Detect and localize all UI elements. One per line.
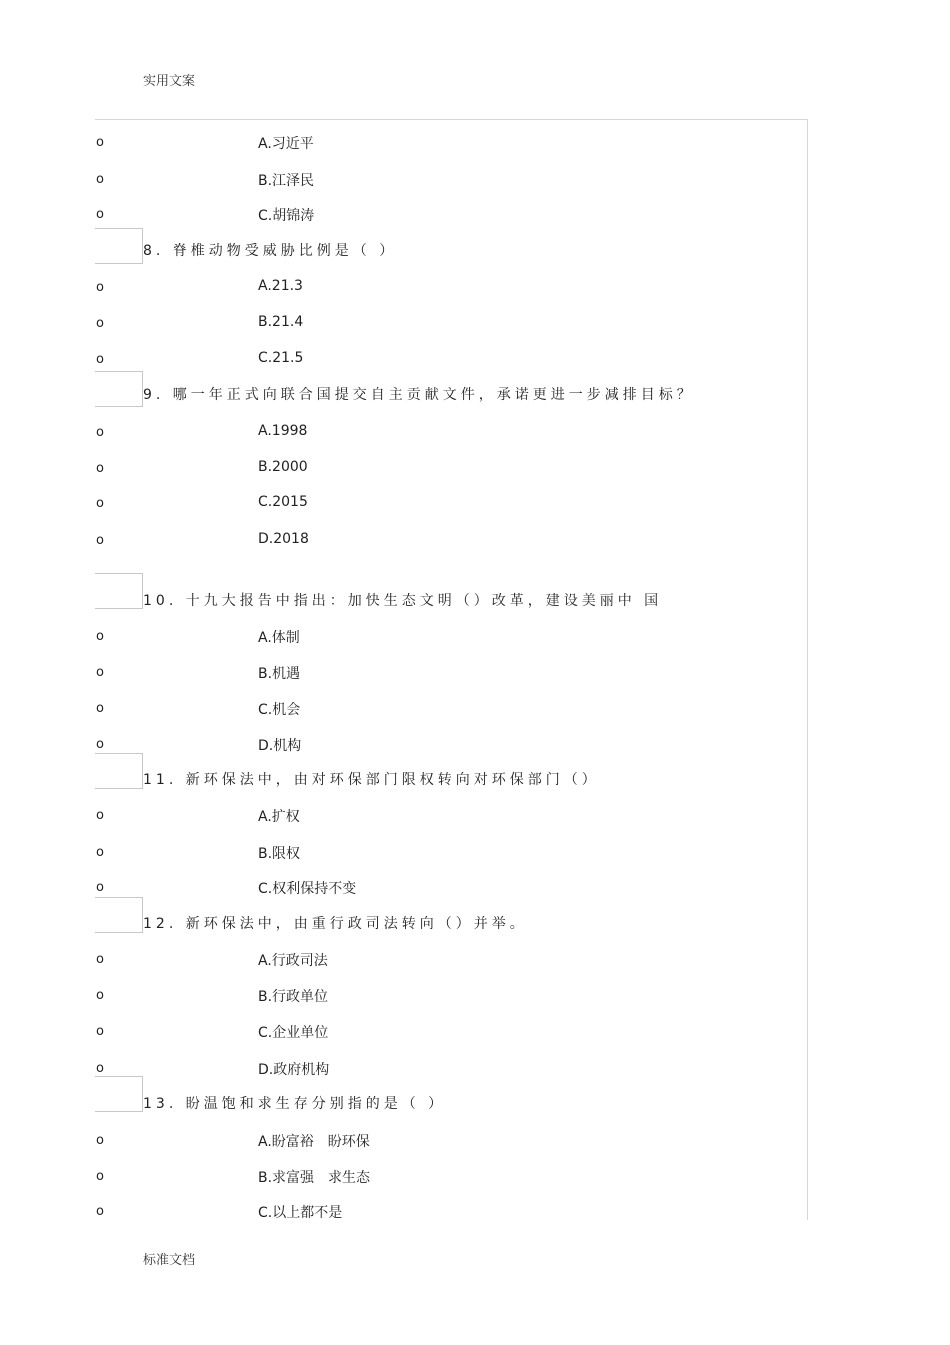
option-label: C.21.5 xyxy=(258,350,304,366)
radio-bullet: o xyxy=(96,316,104,331)
radio-bullet: o xyxy=(96,461,104,476)
radio-bullet: o xyxy=(96,1024,104,1039)
q11-option-b[interactable] xyxy=(0,843,800,863)
option-label: C.2015 xyxy=(258,494,308,510)
option-label: A.体制 xyxy=(258,630,300,646)
answer-box xyxy=(95,573,143,609)
option-label: B.行政单位 xyxy=(258,989,329,1005)
radio-bullet: o xyxy=(96,701,104,716)
option-label: A.21.3 xyxy=(258,278,303,294)
radio-bullet: o xyxy=(96,172,104,187)
option-label: A.习近平 xyxy=(258,136,314,152)
answer-box xyxy=(95,1076,143,1112)
q12-option-a[interactable] xyxy=(0,950,800,970)
radio-bullet: o xyxy=(96,1133,104,1148)
question-12: 12. 新环保法中，由重行政司法转向（）并举。 xyxy=(143,916,528,932)
q10-option-d[interactable] xyxy=(0,735,800,755)
q10-option-a[interactable] xyxy=(0,627,800,647)
radio-bullet: o xyxy=(96,135,104,150)
q8-option-b[interactable] xyxy=(0,314,800,334)
radio-bullet: o xyxy=(96,207,104,222)
option-label: B.机遇 xyxy=(258,666,301,682)
option-label: C.权利保持不变 xyxy=(258,881,357,897)
answer-box xyxy=(95,753,143,789)
radio-bullet: o xyxy=(96,1169,104,1184)
q7-option-b[interactable] xyxy=(0,170,800,190)
answer-box xyxy=(95,228,143,264)
q9-option-a[interactable] xyxy=(0,423,800,443)
radio-bullet: o xyxy=(96,845,104,860)
q8-option-a[interactable] xyxy=(0,278,800,298)
page-footer: 标准文档 xyxy=(143,1253,196,1268)
q12-option-c[interactable] xyxy=(0,1022,800,1042)
question-13: 13. 盼温饱和求生存分别指的是（ ） xyxy=(143,1096,447,1112)
option-label: D.政府机构 xyxy=(258,1062,330,1078)
answer-box xyxy=(95,897,143,933)
radio-bullet: o xyxy=(96,880,104,895)
q7-option-c[interactable] xyxy=(0,205,800,225)
q10-option-b[interactable] xyxy=(0,663,800,683)
option-label: B.2000 xyxy=(258,459,308,475)
option-label: C.以上都不是 xyxy=(258,1205,343,1221)
option-label: A.行政司法 xyxy=(258,953,328,969)
q12-option-b[interactable] xyxy=(0,986,800,1006)
radio-bullet: o xyxy=(96,533,104,548)
radio-bullet: o xyxy=(96,280,104,295)
q11-option-c[interactable] xyxy=(0,878,800,898)
option-label: A.盼富裕 盼环保 xyxy=(258,1134,370,1150)
option-label: B.21.4 xyxy=(258,314,304,330)
radio-bullet: o xyxy=(96,496,104,511)
option-label: C.机会 xyxy=(258,702,301,718)
q13-option-a[interactable] xyxy=(0,1131,800,1151)
option-label: D.2018 xyxy=(258,531,309,547)
q13-option-b[interactable] xyxy=(0,1167,800,1187)
radio-bullet: o xyxy=(96,629,104,644)
option-label: D.机构 xyxy=(258,738,302,754)
q10-option-c[interactable] xyxy=(0,699,800,719)
radio-bullet: o xyxy=(96,425,104,440)
question-10: 10. 十九大报告中指出：加快生态文明（）改革，建设美丽中 国 xyxy=(143,593,663,609)
q11-option-a[interactable] xyxy=(0,806,800,826)
radio-bullet: o xyxy=(96,737,104,752)
radio-bullet: o xyxy=(96,1204,104,1219)
question-11: 11. 新环保法中，由对环保部门限权转向对环保部门（） xyxy=(143,772,600,788)
q13-option-c[interactable] xyxy=(0,1202,800,1222)
radio-bullet: o xyxy=(96,808,104,823)
q9-option-b[interactable] xyxy=(0,459,800,479)
option-label: A.扩权 xyxy=(258,809,300,825)
answer-box xyxy=(95,371,143,407)
radio-bullet: o xyxy=(96,352,104,367)
option-label: B.限权 xyxy=(258,846,301,862)
page-header: 实用文案 xyxy=(143,74,196,89)
q7-option-a[interactable] xyxy=(0,133,800,153)
option-label: B.求富强 求生态 xyxy=(258,1170,371,1186)
q9-option-c[interactable] xyxy=(0,494,800,514)
q9-option-d[interactable] xyxy=(0,531,800,551)
option-label: C.企业单位 xyxy=(258,1025,329,1041)
option-label: C.胡锦涛 xyxy=(258,208,315,224)
question-9: 9. 哪一年正式向联合国提交自主贡献文件，承诺更进一步减排目标？ xyxy=(143,387,695,403)
question-8: 8. 脊椎动物受威胁比例是（ ） xyxy=(143,243,398,259)
option-label: A.1998 xyxy=(258,423,308,439)
radio-bullet: o xyxy=(96,665,104,680)
q8-option-c[interactable] xyxy=(0,350,800,370)
radio-bullet: o xyxy=(96,1061,104,1076)
option-label: B.江泽民 xyxy=(258,173,315,189)
radio-bullet: o xyxy=(96,952,104,967)
radio-bullet: o xyxy=(96,988,104,1003)
